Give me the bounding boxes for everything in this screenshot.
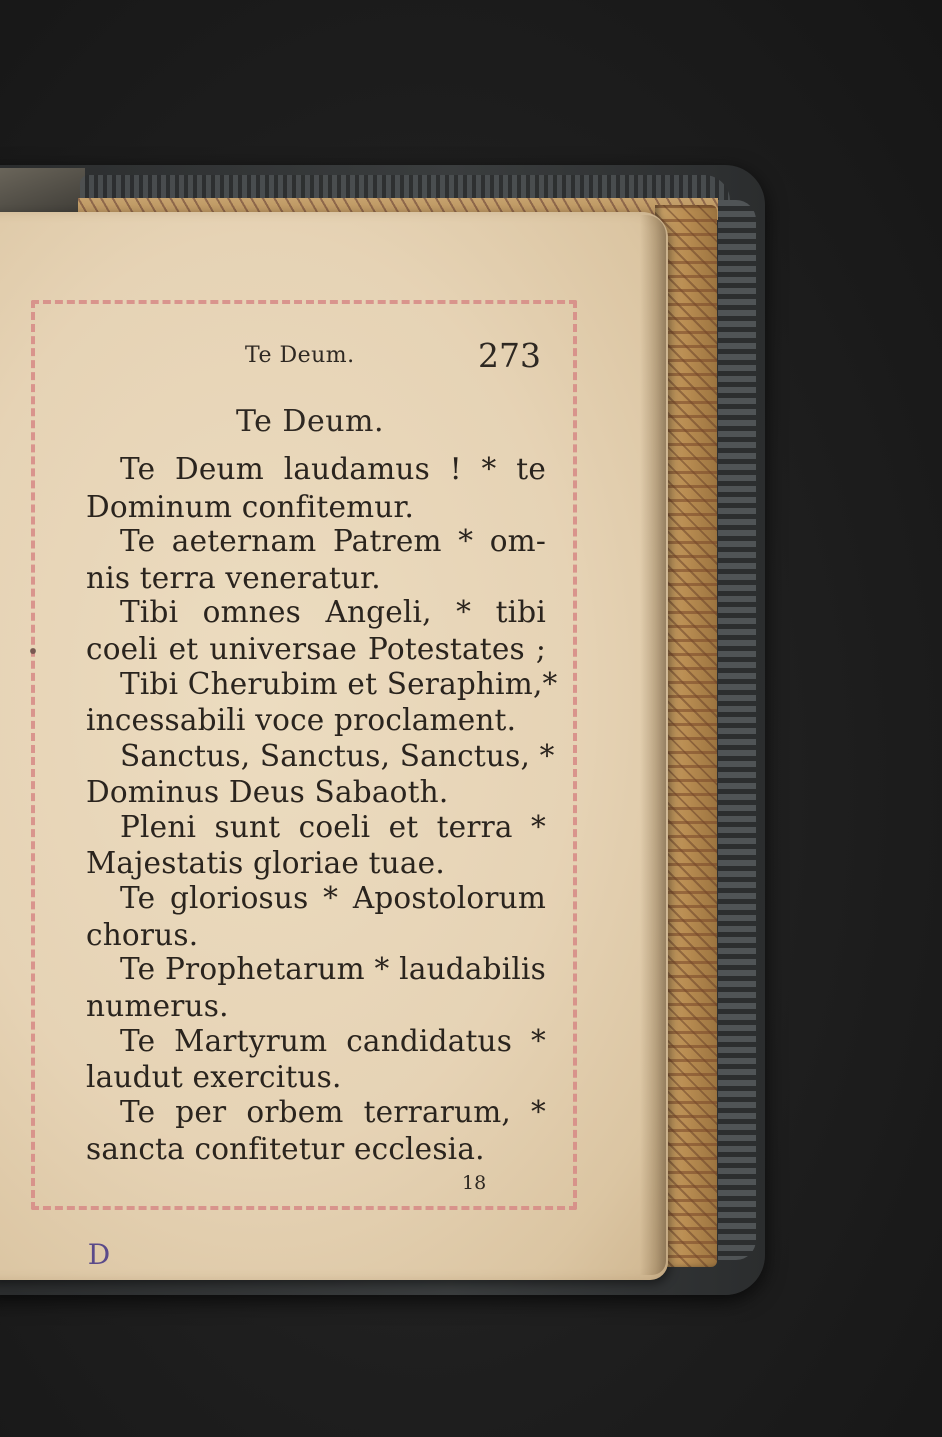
text-line: Te Deum laudamus ! * te <box>120 452 546 486</box>
text-line: coeli et universae Potestates ; <box>86 632 546 666</box>
text-line: Pleni sunt coeli et terra * <box>120 810 546 844</box>
text-line: Dominus Deus Sabaoth. <box>86 775 449 809</box>
text-line: Majestatis gloriae tuae. <box>86 846 445 880</box>
library-stamp-icon: D <box>87 1238 111 1271</box>
section-title: Te Deum. <box>235 404 385 439</box>
text-line: nis terra veneratur. <box>86 561 381 595</box>
text-line: Te per orbem terrarum, * <box>120 1095 546 1129</box>
text-line: laudut exercitus. <box>86 1060 342 1094</box>
page-number: 273 <box>478 336 541 375</box>
page-curl-shadow <box>640 215 666 1275</box>
text-line: Dominum confitemur. <box>86 490 415 524</box>
text-line: Te gloriosus * Apostolorum <box>120 881 546 915</box>
ink-speck <box>30 648 36 654</box>
text-line: numerus. <box>86 989 229 1023</box>
text-line: incessabili voce proclament. <box>86 703 517 737</box>
text-line: chorus. <box>86 918 199 952</box>
text-line: Te aeternam Patrem * om- <box>120 524 546 558</box>
text-line: Te Martyrum candidatus * <box>120 1024 546 1058</box>
text-line: Tibi Cherubim et Seraphim,* <box>120 667 558 701</box>
cover-corner <box>0 168 85 218</box>
signature-mark: 18 <box>462 1172 487 1194</box>
text-line: Tibi omnes Angeli, * tibi <box>120 595 546 629</box>
text-line: Te Prophetarum * laudabilis <box>120 952 546 986</box>
text-line: Sanctus, Sanctus, Sanctus, * <box>120 739 555 773</box>
cover-side-ridges <box>718 200 756 1260</box>
running-head: Te Deum. <box>245 343 355 368</box>
text-line: sancta confitetur ecclesia. <box>86 1132 485 1166</box>
